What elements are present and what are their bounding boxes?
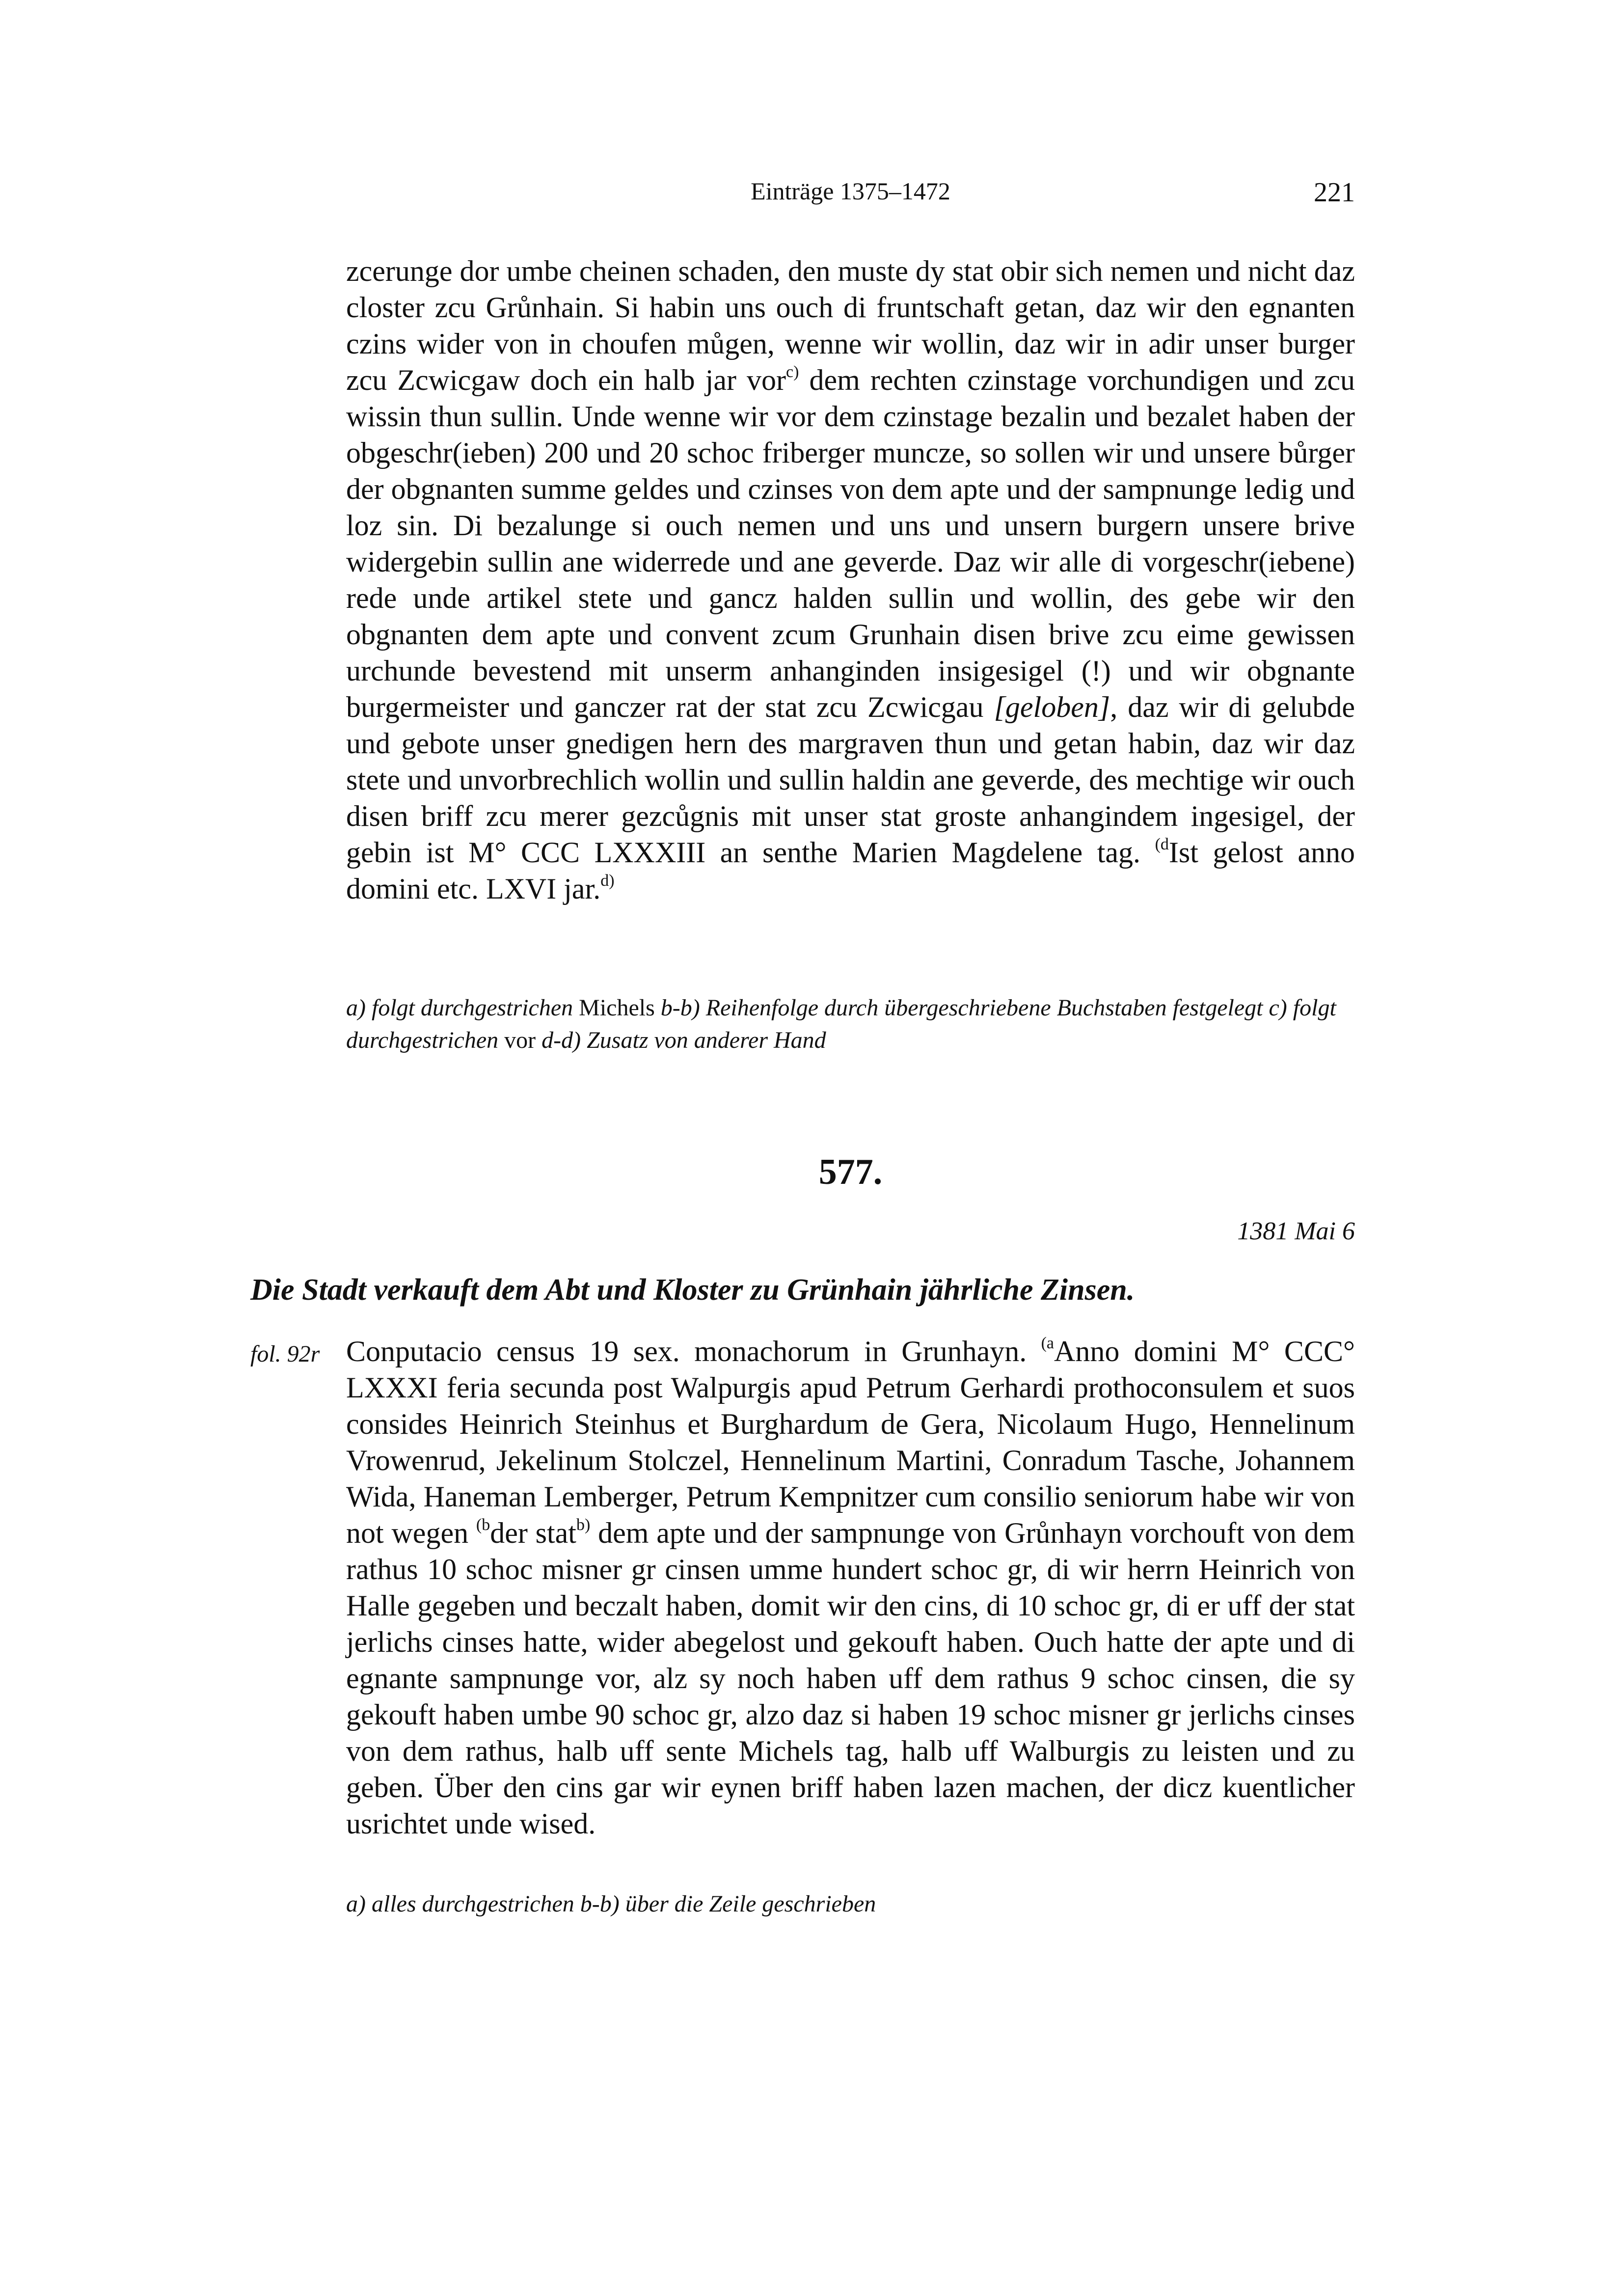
footnote-b-c: b-b) Reihenfolge durch übergeschriebene Buchstaben festgelegt c) folgt durchgestrichen xyxy=(346,995,1336,1053)
footnote-marker-b-open: (b xyxy=(476,1516,490,1534)
text-segment: zcerunge dor umbe cheinen schaden, den muste dy stat obir sich nemen und nicht daz closter zcu Grůnhain. Si habin uns ouch di fruntschaft getan, daz wir den egnanten czins wider von in choufen můgen, wenne wir wollin, daz wir in adir unser burger zcu Zcwicgaw doch ein halb jar vor xyxy=(346,255,1355,396)
entry-576-footnotes xyxy=(346,992,1355,1057)
entry-577-text xyxy=(346,1333,1355,1842)
running-title: Einträge 1375–1472 xyxy=(751,177,950,205)
entry-576-paragraph xyxy=(346,253,1355,907)
footnote-d: d-d) Zusatz von anderer Hand xyxy=(536,1027,826,1053)
page-number: 221 xyxy=(1314,177,1355,208)
entry-577-paragraph xyxy=(346,1333,1355,1842)
text-segment: Conputacio census 19 sex. monachorum in Grunhayn. xyxy=(346,1335,1041,1367)
footnote-a: a) folgt durchgestrichen xyxy=(346,995,579,1021)
entry-576-text xyxy=(346,253,1355,907)
entry-577-footnotes xyxy=(346,1888,1355,1920)
entry-number: 577. xyxy=(818,1152,883,1192)
running-head xyxy=(346,177,1355,211)
text-segment: Anno domini M° CCC° LXXXI feria secunda post Walpurgis apud Petrum Gerhardi prothoconsulem et suos consides Heinrich Steinhus et Burghardum de Gera, Nicolaum Hugo, Hennelinum Vrowenrud, Jekelinum Stolczel, Hennelinum Martini, Conradum Tasche, Johannem Wida, Haneman Lemberger, Petrum Kempnitzer cum consilio seniorum habe wir von not wegen xyxy=(346,1335,1355,1549)
text-segment: dem apte und der sampnunge von Grůnhayn vorchouft von dem rathus 10 schoc misner gr cinsen umme hundert schoc gr, di wir herrn Heinrich von Halle gegeben und beczalt haben, domit wir den cins, di 10 schoc gr, di er uff der stat jerlichs cinses hatte, wider abegelost und gekouft haben. Ouch hatte der apte und di egnante sampnunge vor, alz sy noch haben uff dem rathus 9 schoc cinsen, die sy gekouft haben umbe 90 schoc gr, alzo daz si haben 19 schoc misner gr jerlichs cinses von dem rathus, halb uff sente Michels tag, halb uff Walburgis zu leisten und zu geben. Über den cins gar wir eynen briff haben lazen machen, der dicz kuentlicher usrichtet unde wised. xyxy=(346,1517,1355,1840)
footnote-a-word: Michels xyxy=(579,995,655,1021)
entry-regest: Die Stadt verkauft dem Abt und Kloster zu Grünhain jährliche Zinsen. xyxy=(250,1273,1135,1307)
footnotes-a-b: a) alles durchgestrichen b-b) über die Zeile geschrieben xyxy=(346,1891,876,1917)
text-segment: , daz wir di gelubde und gebote unser gnedigen hern des margraven thun und getan habin, daz wir daz stete und unvorbrechlich wollin und sullin haldin ane geverde, des mechtige wir ouch disen briff zcu merer gezcůgnis mit unser stat groste anhangindem ingesigel, der gebin ist M° CCC LXXXIII an senthe Marien Magdelene tag. xyxy=(346,691,1355,869)
footnote-c-word: vor xyxy=(504,1027,536,1053)
footnote-marker-d-close: d) xyxy=(600,872,615,890)
footnote-marker-c: c) xyxy=(785,363,799,381)
entry-date: 1381 Mai 6 xyxy=(1237,1217,1355,1245)
editorial-insertion: [geloben] xyxy=(994,691,1110,723)
text-segment: der stat xyxy=(490,1517,576,1549)
text-segment: Ist gelost anno domini etc. LXVI jar. xyxy=(346,836,1355,905)
text-segment: dem rechten czinstage vorchundigen und zcu wissin thun sullin. Unde wenne wir vor dem czinstage bezalin und bezalet haben der obgeschr(ieben) 200 und 20 schoc friberger muncze, so sollen wir und unsere bůrger der obgnanten summe geldes und czinses von dem apte und der sampnunge ledig und loz sin. Di bezalunge si ouch nemen und uns und unsern burgern unsere brive widergebin sullin ane widerrede und ane geverde. Daz wir alle di vorgeschr(iebene) rede unde artikel stete und gancz halden sullin und wollin, des gebe wir den obgnanten dem apte und convent zcum Grunhain disen brive zcu eime gewissen urchunde bevestend mit unserm anhanginden insigesigel (!) und wir obgnante burgermeister und ganczer rat der stat zcu Zcwicgau xyxy=(346,364,1355,723)
folio-reference: fol. 92r xyxy=(250,1341,320,1367)
footnote-marker-b-close: b) xyxy=(576,1516,591,1534)
footnote-marker-a-open: (a xyxy=(1041,1334,1055,1352)
footnote-marker-d-open: (d xyxy=(1155,835,1169,853)
